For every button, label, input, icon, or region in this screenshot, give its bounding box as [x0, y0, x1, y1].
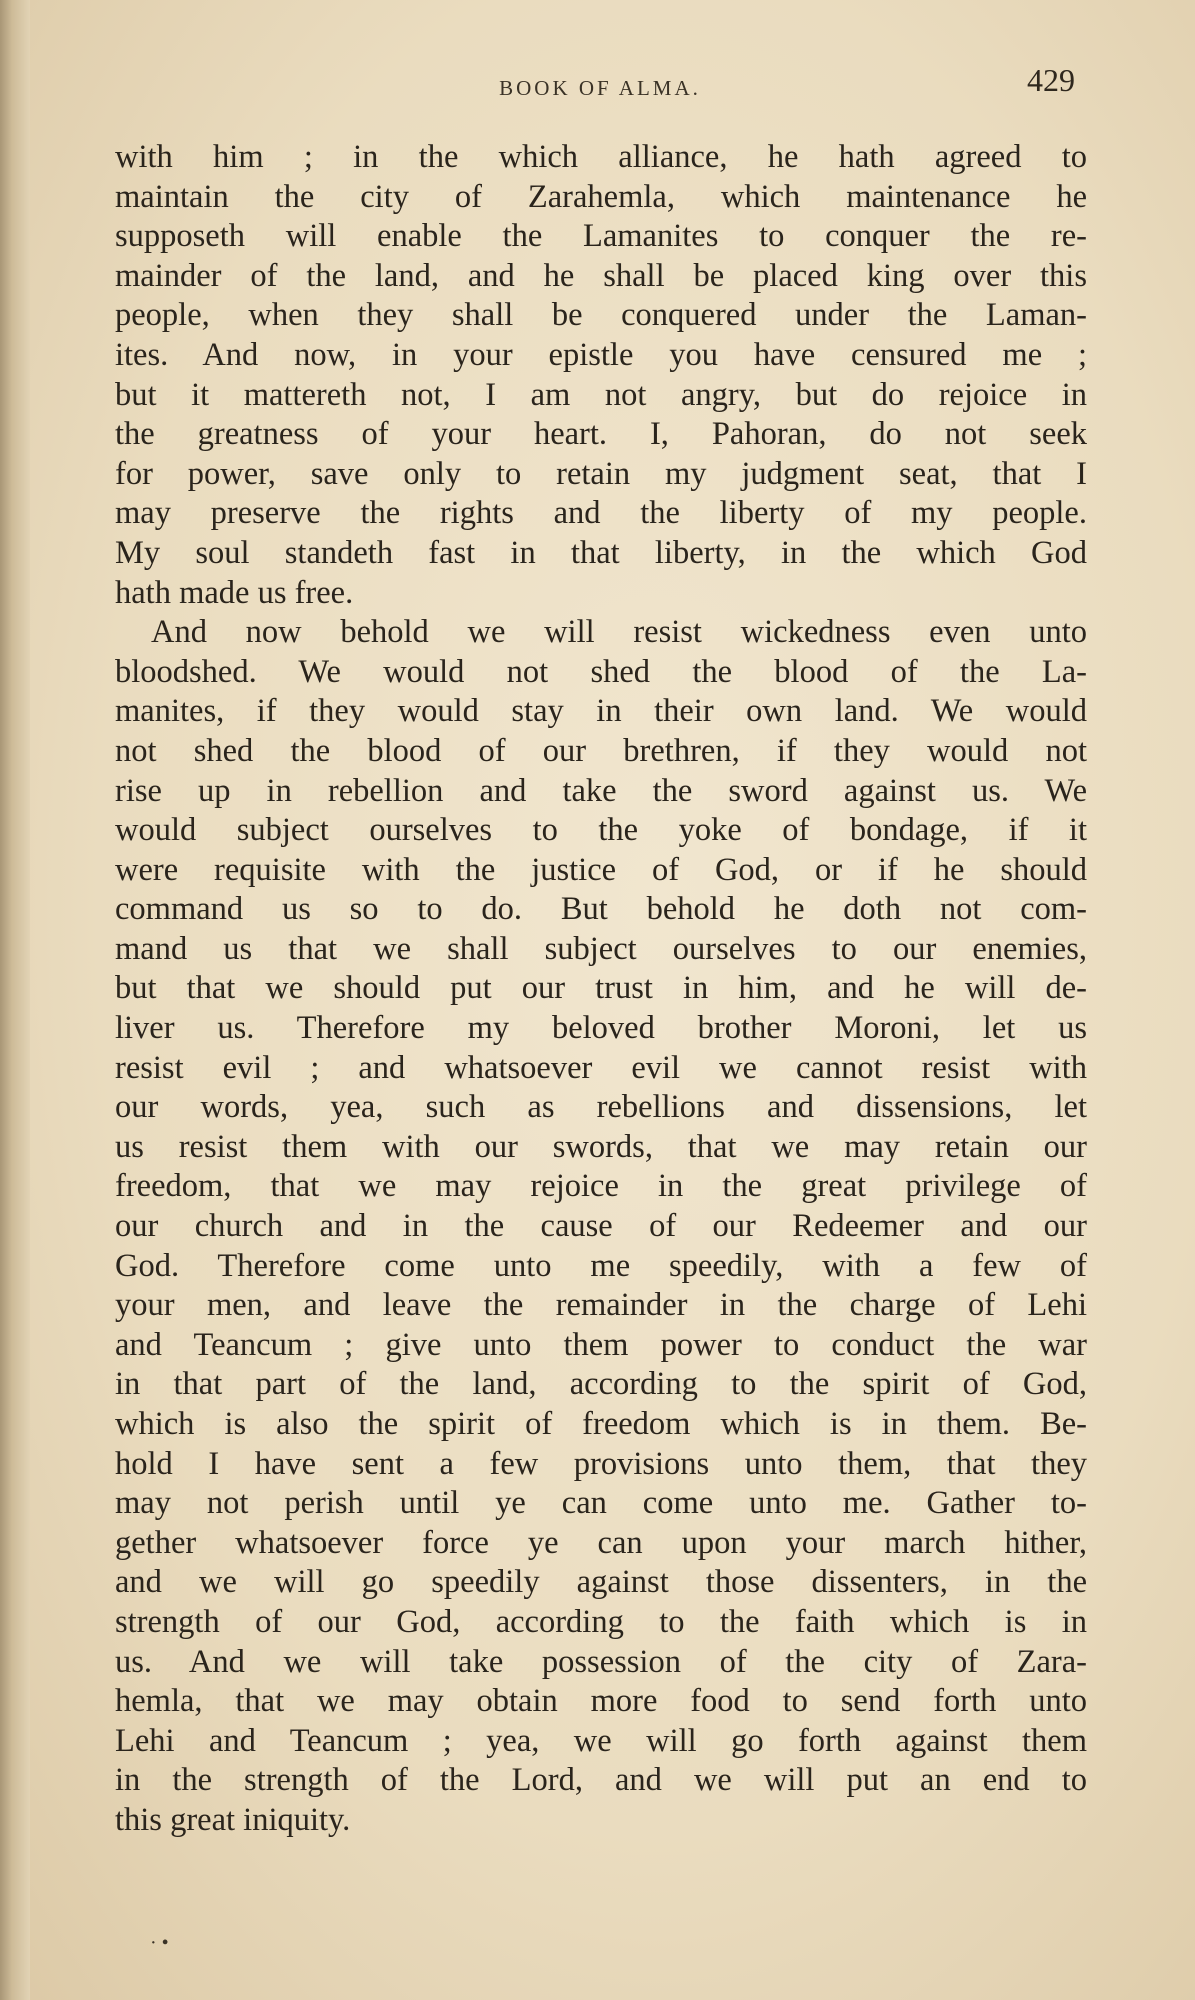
- text-line: our words, yea, such as rebellions and dissensions, let: [115, 1089, 1087, 1126]
- text-line: God. Therefore come unto me speedily, with a few of: [115, 1247, 1087, 1284]
- text-line: manites, if they would stay in their own land. We would: [115, 693, 1087, 730]
- text-line: may preserve the rights and the liberty of my people.: [115, 495, 1087, 532]
- text-line: this great iniquity.: [115, 1801, 351, 1838]
- text-line: strength of our God, according to the faith which is in: [115, 1603, 1087, 1640]
- text-line: us. And we will take possession of the city of Zara-: [115, 1643, 1087, 1680]
- page-binding-edge: [0, 0, 30, 2000]
- running-head: BOOK OF ALMA.: [499, 76, 701, 100]
- text-line: were requisite with the justice of God, or if he should: [115, 851, 1087, 888]
- text-line: but it mattereth not, I am not angry, but do rejoice in: [115, 376, 1087, 413]
- text-line: people, when they shall be conquered under the Laman-: [115, 297, 1087, 334]
- text-line: but that we should put our trust in him, and he will de-: [115, 970, 1087, 1007]
- text-line: My soul standeth fast in that liberty, in the which God: [115, 534, 1087, 571]
- text-line: which is also the spirit of freedom which is in them. Be-: [115, 1406, 1087, 1442]
- paragraph-first-line: And now behold we will resist wickedness even unto: [151, 614, 1087, 651]
- text-line: rise up in rebellion and take the sword against us. We: [115, 772, 1087, 809]
- text-line: freedom, that we may rejoice in the great privilege of: [115, 1168, 1087, 1205]
- text-line: and we will go speedily against those dissenters, in the: [115, 1564, 1087, 1601]
- text-line: in the strength of the Lord, and we will put an end to: [115, 1762, 1087, 1799]
- text-line: hath made us free.: [115, 574, 354, 611]
- text-line: the greatness of your heart. I, Pahoran, do not seek: [115, 416, 1087, 453]
- text-line: Lehi and Teancum ; yea, we will go forth against them: [115, 1722, 1087, 1759]
- text-line: your men, and leave the remainder in the charge of Lehi: [115, 1287, 1087, 1324]
- text-line: ites. And now, in your epistle you have censured me ;: [115, 336, 1087, 373]
- text-line: maintain the city of Zarahemla, which maintenance he: [115, 178, 1087, 215]
- text-line: command us so to do. But behold he doth not com-: [115, 891, 1087, 928]
- text-line: and Teancum ; give unto them power to conduct the war: [115, 1326, 1087, 1363]
- body-text: [115, 138, 1087, 1841]
- text-line: resist evil ; and whatsoever evil we cannot resist with: [115, 1049, 1087, 1086]
- text-line: supposeth will enable the Lamanites to conquer the re-: [115, 218, 1087, 255]
- text-line: gether whatsoever force ye can upon your march hither,: [115, 1524, 1087, 1561]
- text-line: hemla, that we may obtain more food to send forth unto: [115, 1683, 1087, 1720]
- page-number: 429: [1027, 62, 1075, 98]
- page-header: [115, 62, 1085, 112]
- text-line: for power, save only to retain my judgment seat, that I: [115, 455, 1087, 492]
- text-line: bloodshed. We would not shed the blood of the La-: [115, 653, 1087, 690]
- text-line: our church and in the cause of our Redeemer and our: [115, 1208, 1087, 1245]
- text-line: in that part of the land, according to the spirit of God,: [115, 1366, 1087, 1403]
- text-line: not shed the blood of our brethren, if they would not: [115, 732, 1087, 769]
- text-line: mainder of the land, and he shall be placed king over this: [115, 257, 1087, 294]
- text-line: hold I have sent a few provisions unto them, that they: [115, 1445, 1087, 1482]
- text-line: liver us. Therefore my beloved brother Moroni, let us: [115, 1010, 1087, 1047]
- text-line: mand us that we shall subject ourselves to our enemies,: [115, 930, 1087, 967]
- print-specks: · •: [150, 1932, 169, 1954]
- text-line: may not perish until ye can come unto me. Gather to-: [115, 1485, 1087, 1522]
- text-line: with him ; in the which alliance, he hath agreed to: [115, 139, 1087, 175]
- text-line: us resist them with our swords, that we may retain our: [115, 1128, 1087, 1165]
- text-line: would subject ourselves to the yoke of bondage, if it: [115, 812, 1087, 849]
